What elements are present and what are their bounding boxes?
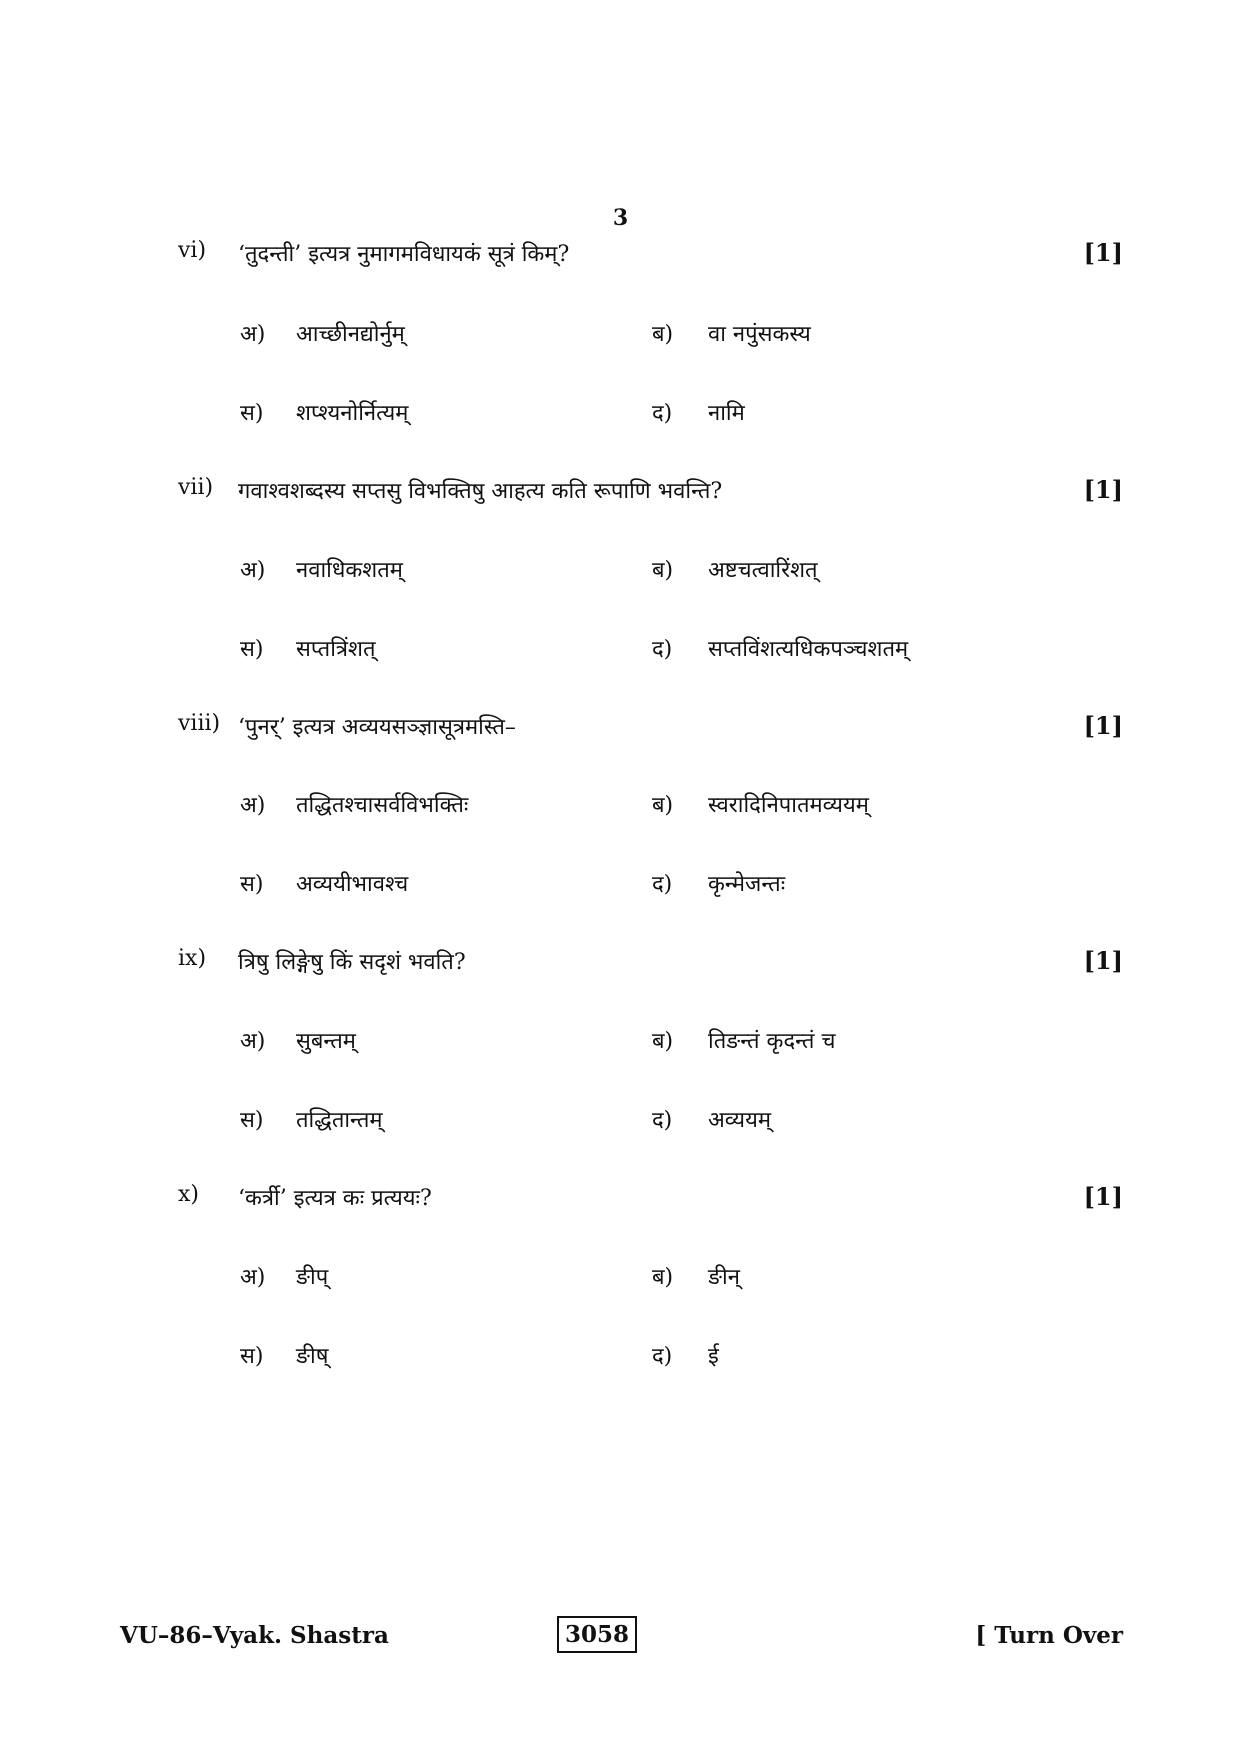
option-label: ब): [652, 1029, 674, 1054]
option-b: [652, 318, 811, 354]
question-marks: [1]: [1083, 238, 1123, 267]
option-label: स): [240, 1108, 264, 1133]
option-label: अ): [240, 1029, 266, 1054]
option-c: [240, 397, 408, 433]
option-label: ब): [652, 1265, 674, 1290]
option-text: ङीन्: [708, 1265, 740, 1290]
question-text: गवाश्वशब्दस्य सप्तसु विभक्तिषु आहत्य कति रूपाणि भवन्ति?: [238, 479, 723, 504]
option-text: तिङन्तं कृदन्तं च: [708, 1029, 836, 1054]
question-number: x): [178, 1182, 199, 1207]
option-b: [652, 1261, 740, 1297]
option-label: ब): [652, 558, 674, 583]
question-number: vi): [178, 238, 207, 263]
option-text: कृन्मेजन्तः: [708, 872, 786, 897]
option-text: तद्धितान्तम्: [296, 1108, 383, 1133]
option-label: स): [240, 872, 264, 897]
option-text: ई: [708, 1344, 719, 1369]
page-footer: [120, 1622, 1123, 1662]
option-text: ङीप्: [296, 1265, 329, 1290]
question-number: vii): [178, 475, 214, 500]
option-label: द): [652, 1108, 673, 1133]
option-a: [240, 789, 468, 825]
option-b: [652, 554, 818, 590]
option-d: [652, 397, 745, 433]
option-text: सप्तविंशत्यधिकपञ्चशतम्: [708, 637, 909, 662]
option-label: स): [240, 1344, 264, 1369]
option-a: [240, 1261, 328, 1297]
option-label: द): [652, 1344, 673, 1369]
option-a: [240, 318, 405, 354]
question-7: [178, 475, 1123, 515]
question-10: [178, 1182, 1123, 1222]
question-text: ‘तुदन्ती’ इत्यत्र नुमागमविधायकं सूत्रं किम्?: [238, 242, 570, 267]
question-text: ‘कर्त्री’ इत्यत्र कः प्रत्ययः?: [238, 1186, 432, 1211]
question-marks: [1]: [1083, 475, 1123, 504]
option-label: द): [652, 401, 673, 426]
option-text: सप्तत्रिंशत्: [296, 637, 376, 662]
option-label: स): [240, 637, 264, 662]
option-label: ब): [652, 793, 674, 818]
question-9: [178, 946, 1123, 986]
option-text: स्वरादिनिपातमव्ययम्: [708, 793, 869, 818]
question-6: [178, 238, 1123, 278]
paper-code: VU–86–Vyak. Shastra: [120, 1622, 389, 1649]
option-c: [240, 1104, 383, 1140]
option-d: [652, 868, 785, 904]
option-d: [652, 1340, 719, 1376]
option-label: अ): [240, 793, 266, 818]
option-text: अव्ययीभावश्च: [296, 872, 409, 897]
option-text: अष्टचत्वारिंशत्: [708, 558, 818, 583]
page-number: 3: [612, 205, 629, 231]
option-text: आच्छीनद्योर्नुम्: [296, 322, 405, 347]
option-text: ङीष्: [296, 1344, 329, 1369]
option-a: [240, 554, 403, 590]
option-c: [240, 1340, 328, 1376]
option-label: अ): [240, 322, 266, 347]
option-label: अ): [240, 1265, 266, 1290]
option-d: [652, 1104, 771, 1140]
option-text: नामि: [708, 401, 745, 426]
turn-over-note: [ Turn Over: [975, 1622, 1123, 1649]
option-b: [652, 789, 869, 825]
option-text: सुबन्तम्: [296, 1029, 356, 1054]
question-8: [178, 711, 1123, 751]
question-marks: [1]: [1083, 711, 1123, 740]
option-label: स): [240, 401, 264, 426]
question-text: ‘पुनर्’ इत्यत्र अव्ययसञ्ज्ञासूत्रमस्ति–: [238, 715, 516, 740]
option-label: ब): [652, 322, 674, 347]
option-text: वा नपुंसकस्य: [708, 322, 811, 347]
booklet-code-box: 3058: [557, 1616, 637, 1653]
question-marks: [1]: [1083, 946, 1123, 975]
question-number: ix): [178, 946, 207, 971]
option-c: [240, 633, 376, 669]
option-a: [240, 1025, 356, 1061]
option-text: शप्श्यनोर्नित्यम्: [296, 401, 409, 426]
option-b: [652, 1025, 835, 1061]
option-label: द): [652, 637, 673, 662]
option-text: नवाधिकशतम्: [296, 558, 403, 583]
option-text: तद्धितश्चासर्वविभक्तिः: [296, 793, 469, 818]
option-c: [240, 868, 408, 904]
option-label: अ): [240, 558, 266, 583]
question-text: त्रिषु लिङ्गेषु किं सदृशं भवति?: [238, 950, 466, 975]
question-number: viii): [178, 711, 221, 736]
option-label: द): [652, 872, 673, 897]
option-d: [652, 633, 908, 669]
option-text: अव्ययम्: [708, 1108, 772, 1133]
question-marks: [1]: [1083, 1182, 1123, 1211]
